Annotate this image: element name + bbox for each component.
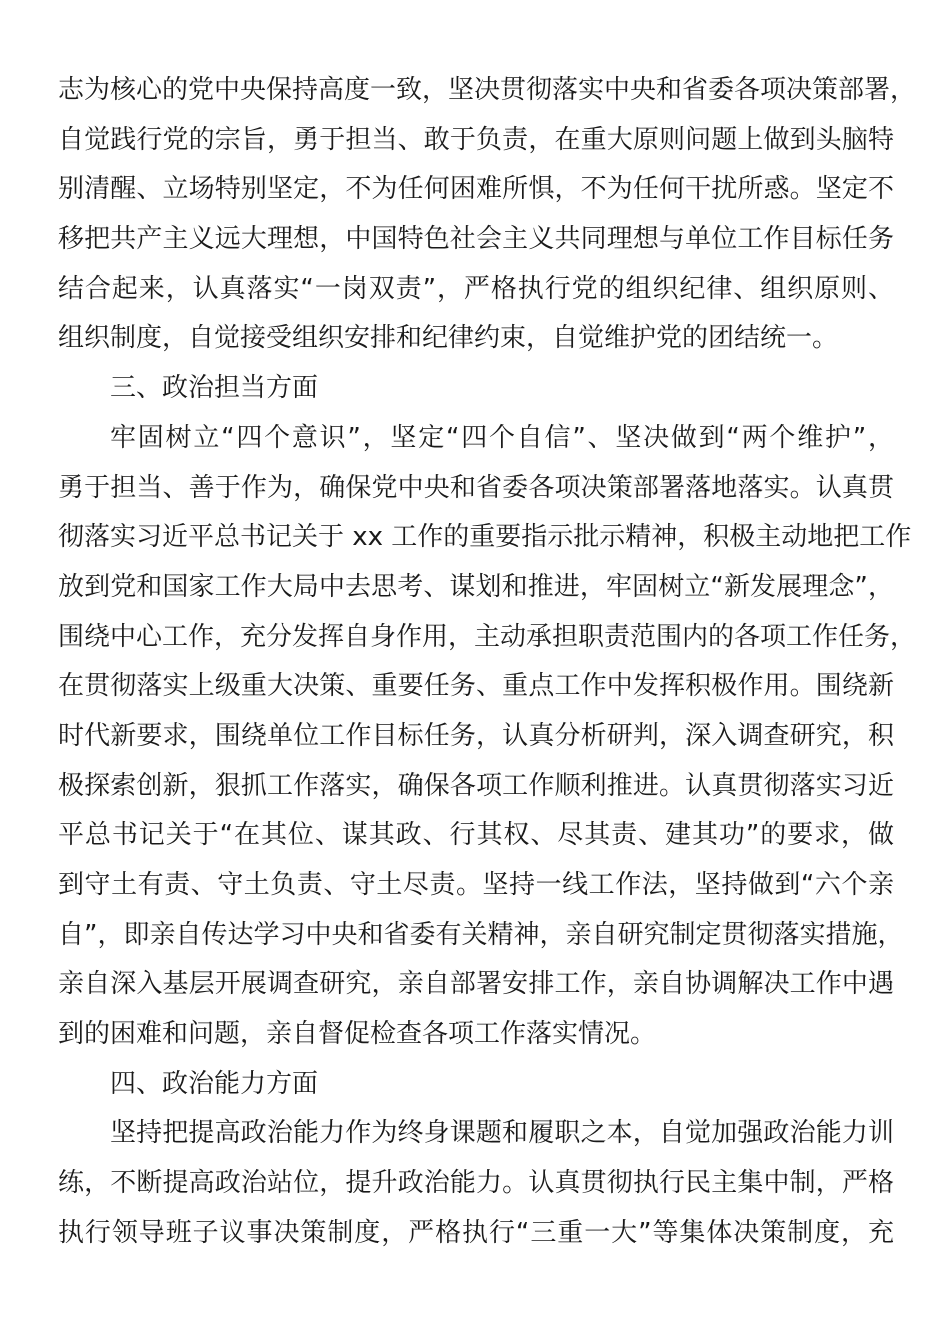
- text-line: 极探索创新，狠抓工作落实，确保各项工作顺利推进。认真贯彻落实习近: [58, 770, 894, 801]
- text-line: 到的困难和问题，亲自督促检查各项工作落实情况。: [58, 1019, 657, 1050]
- text-line: 志为核心的党中央保持高度一致，坚决贯彻落实中央和省委各项决策部署，: [58, 75, 917, 105]
- text-line: 围绕中心工作，充分发挥自身作用，主动承担职责范围内的各项工作任务，: [58, 621, 917, 652]
- text-line: 放到党和国家工作大局中去思考、谋划和推进，牢固树立“新发展理念”，: [58, 571, 894, 602]
- section-heading-4: 四、政治能力方面: [110, 1068, 319, 1099]
- text-line: 勇于担当、善于作为，确保党中央和省委各项决策部署落地落实。认真贯: [58, 472, 894, 503]
- paragraph-section-4: [58, 1109, 894, 1258]
- text-line: 到守土有责、守土负责、守土尽责。坚持一线工作法，坚持做到“六个亲: [58, 870, 894, 900]
- text-line: 练，不断提高政治站位，提升政治能力。认真贯彻执行民主集中制，严格: [58, 1168, 894, 1199]
- text-line: 平总书记关于“在其位、谋其政、行其权、尽其责、建其功”的要求，做: [58, 820, 894, 851]
- document-body: [58, 66, 917, 1259]
- text-line: 执行领导班子议事决策制度，严格执行“三重一大”等集体决策制度，充: [58, 1217, 894, 1248]
- paragraph-continuation: [58, 66, 917, 364]
- text-line: 自觉践行党的宗旨，勇于担当、敢于负责，在重大原则问题上做到头脑特: [58, 124, 894, 155]
- text-line: 坚持把提高政治能力作为终身课题和履职之本，自觉加强政治能力训: [110, 1118, 894, 1149]
- text-line: 别清醒、立场特别坚定，不为任何困难所惧，不为任何干扰所惑。坚定不: [58, 174, 894, 205]
- text-line: 彻落实习近平总书记关于 xx 工作的重要指示批示精神，积极主动地把工作: [58, 522, 912, 553]
- text-line: 时代新要求，围绕单位工作目标任务，认真分析研判，深入调查研究，积: [58, 720, 894, 751]
- text-line: 牢固树立“四个意识”，坚定“四个自信”、坚决做到“两个维护”，: [110, 422, 894, 453]
- text-line: 组织制度，自觉接受组织安排和纪律约束，自觉维护党的团结统一。: [58, 323, 839, 354]
- section-heading-3: 三、政治担当方面: [110, 373, 319, 404]
- text-line: 亲自深入基层开展调查研究，亲自部署安排工作，亲自协调解决工作中遇: [58, 969, 894, 1000]
- text-line: 自”，即亲自传达学习中央和省委有关精神，亲自研究制定贯彻落实措施，: [58, 919, 904, 950]
- text-line: 移把共产主义远大理想，中国特色社会主义共同理想与单位工作目标任务: [58, 224, 894, 255]
- text-line: 在贯彻落实上级重大决策、重要任务、重点工作中发挥积极作用。围绕新: [58, 671, 894, 702]
- paragraph-section-3: [58, 414, 917, 1060]
- text-line: 结合起来，认真落实“一岗双责”，严格执行党的组织纪律、组织原则、: [58, 273, 894, 304]
